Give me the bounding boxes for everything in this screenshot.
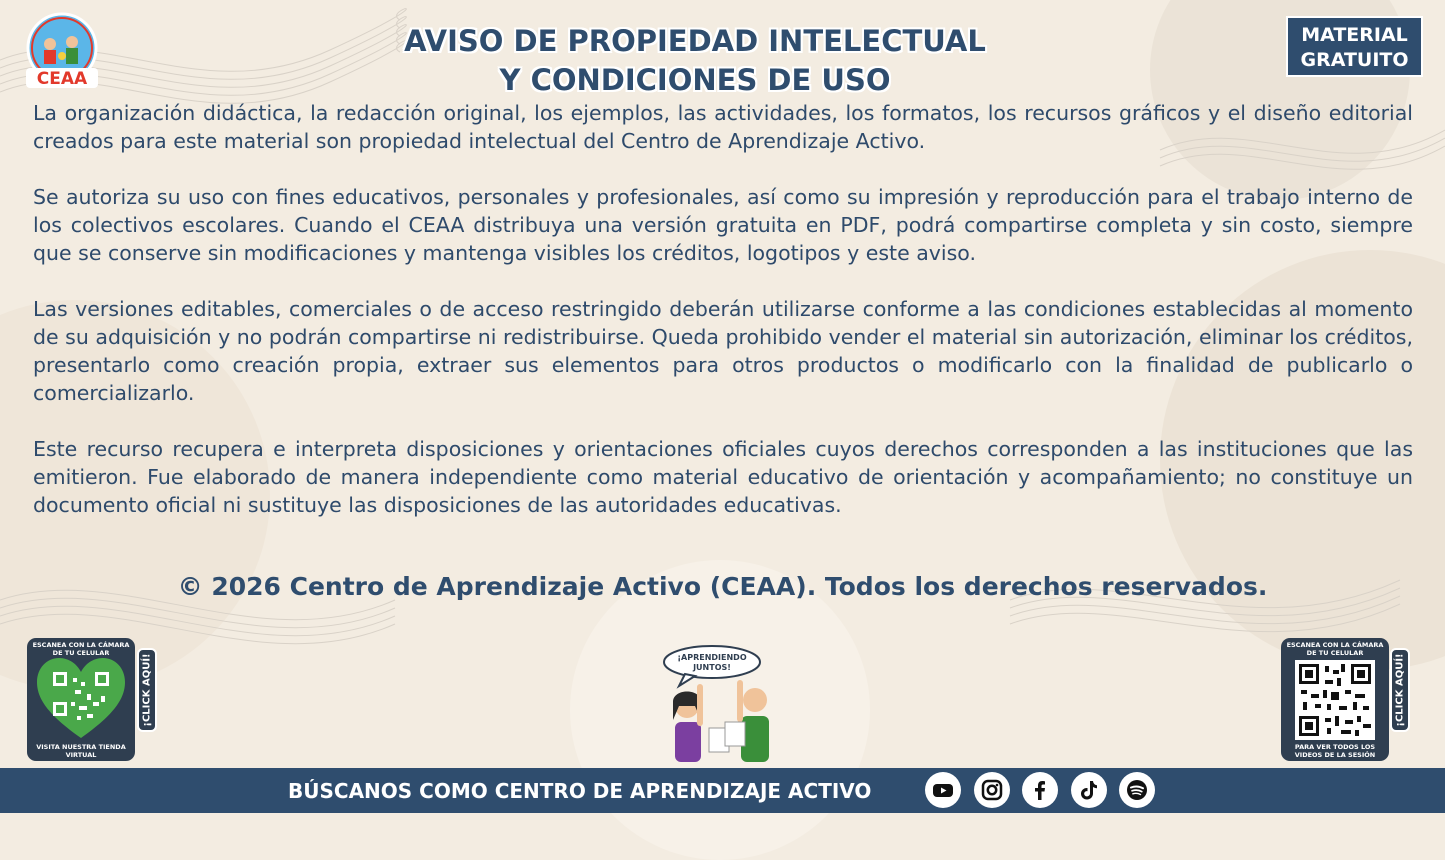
paragraph: Este recurso recupera e interpreta disposiciones y orientaciones oficiales cuyos derechos corresponden a las instituciones que las emitieron. Fue elaborado de manera independiente como material educativo de orientación y acompañamiento; no constituye un documento oficial ni sustituye las disposiciones de las autoridades educativas. (33, 437, 1413, 517)
heart-qr-code-icon[interactable] (37, 658, 125, 742)
qr-code-icon[interactable] (1291, 658, 1379, 742)
qr-bottom-label: VISITA NUESTRA TIENDA VIRTUAL (36, 743, 126, 759)
youtube-icon[interactable] (925, 772, 961, 808)
copyright-notice: © 2026 Centro de Aprendizaje Activo (CEAA). Todos los derechos reservados. (177, 572, 1268, 601)
free-material-badge (1286, 16, 1423, 77)
click-here-label: ¡CLICK AQUÍ! (141, 653, 153, 727)
title-line: Y CONDICIONES DE USO (499, 63, 891, 97)
footer-label: BÚSCANOS COMO CENTRO DE APRENDIZAJE ACTIVO (288, 779, 872, 803)
click-here-tab[interactable] (137, 648, 157, 732)
spotify-icon[interactable] (1119, 772, 1155, 808)
badge-line: GRATUITO (1300, 49, 1409, 71)
click-here-tab[interactable] (1390, 648, 1410, 732)
click-here-label: ¡CLICK AQUÍ! (1394, 653, 1406, 727)
speech-bubble-text: ¡APRENDIENDO (677, 653, 747, 662)
badge-line: MATERIAL (1301, 24, 1408, 46)
store-qr-card[interactable] (27, 638, 135, 761)
teachers-high-five-illustration (655, 640, 785, 770)
videos-qr-card[interactable] (1281, 638, 1389, 761)
qr-caption: ESCANEA CON LA CÁMARA DE TU CELULAR (1286, 641, 1384, 657)
paragraph: Las versiones editables, comerciales o de acceso restringido deberán utilizarse conforme a las condiciones establecidas al momento de su adquisición y no podrán compartirse ni redistribuirse. Queda prohibido vender el material sin autorización, eliminar los créditos, presentarlo como creación propia, extraer sus elementos para otros productos o modificarlo con la finalidad de publicarlo o comercializarlo. (33, 297, 1413, 405)
notice-body (33, 99, 1413, 547)
qr-caption: ESCANEA CON LA CÁMARA DE TU CELULAR (32, 641, 130, 657)
ceaa-logo (20, 12, 104, 92)
svg-text:CEAA: CEAA (36, 69, 88, 89)
instagram-icon[interactable] (974, 772, 1010, 808)
page-title (300, 22, 1090, 100)
paragraph: Se autoriza su uso con fines educativos, personales y profesionales, así como su impresión y reproducción para el trabajo interno de los colectivos escolares. Cuando el CEAA distribuya una versión gratuita en PDF, podrá compartirse completa y sin costo, siempre que se conserve sin modificaciones y mantenga visibles los créditos, logotipos y este aviso. (33, 185, 1413, 265)
facebook-icon[interactable] (1022, 772, 1058, 808)
qr-bottom-label: PARA VER TODOS LOS VIDEOS DE LA SESIÓN (1294, 743, 1376, 759)
paragraph: La organización didáctica, la redacción original, los ejemplos, las actividades, los formatos, los recursos gráficos y el diseño editorial creados para este material son propiedad intelectual del Centro de Aprendizaje Activo. (33, 101, 1413, 153)
speech-bubble-text: JUNTOS! (693, 663, 731, 672)
title-line: AVISO DE PROPIEDAD INTELECTUAL (404, 24, 986, 58)
footer-bar (0, 768, 1445, 813)
tiktok-icon[interactable] (1071, 772, 1107, 808)
